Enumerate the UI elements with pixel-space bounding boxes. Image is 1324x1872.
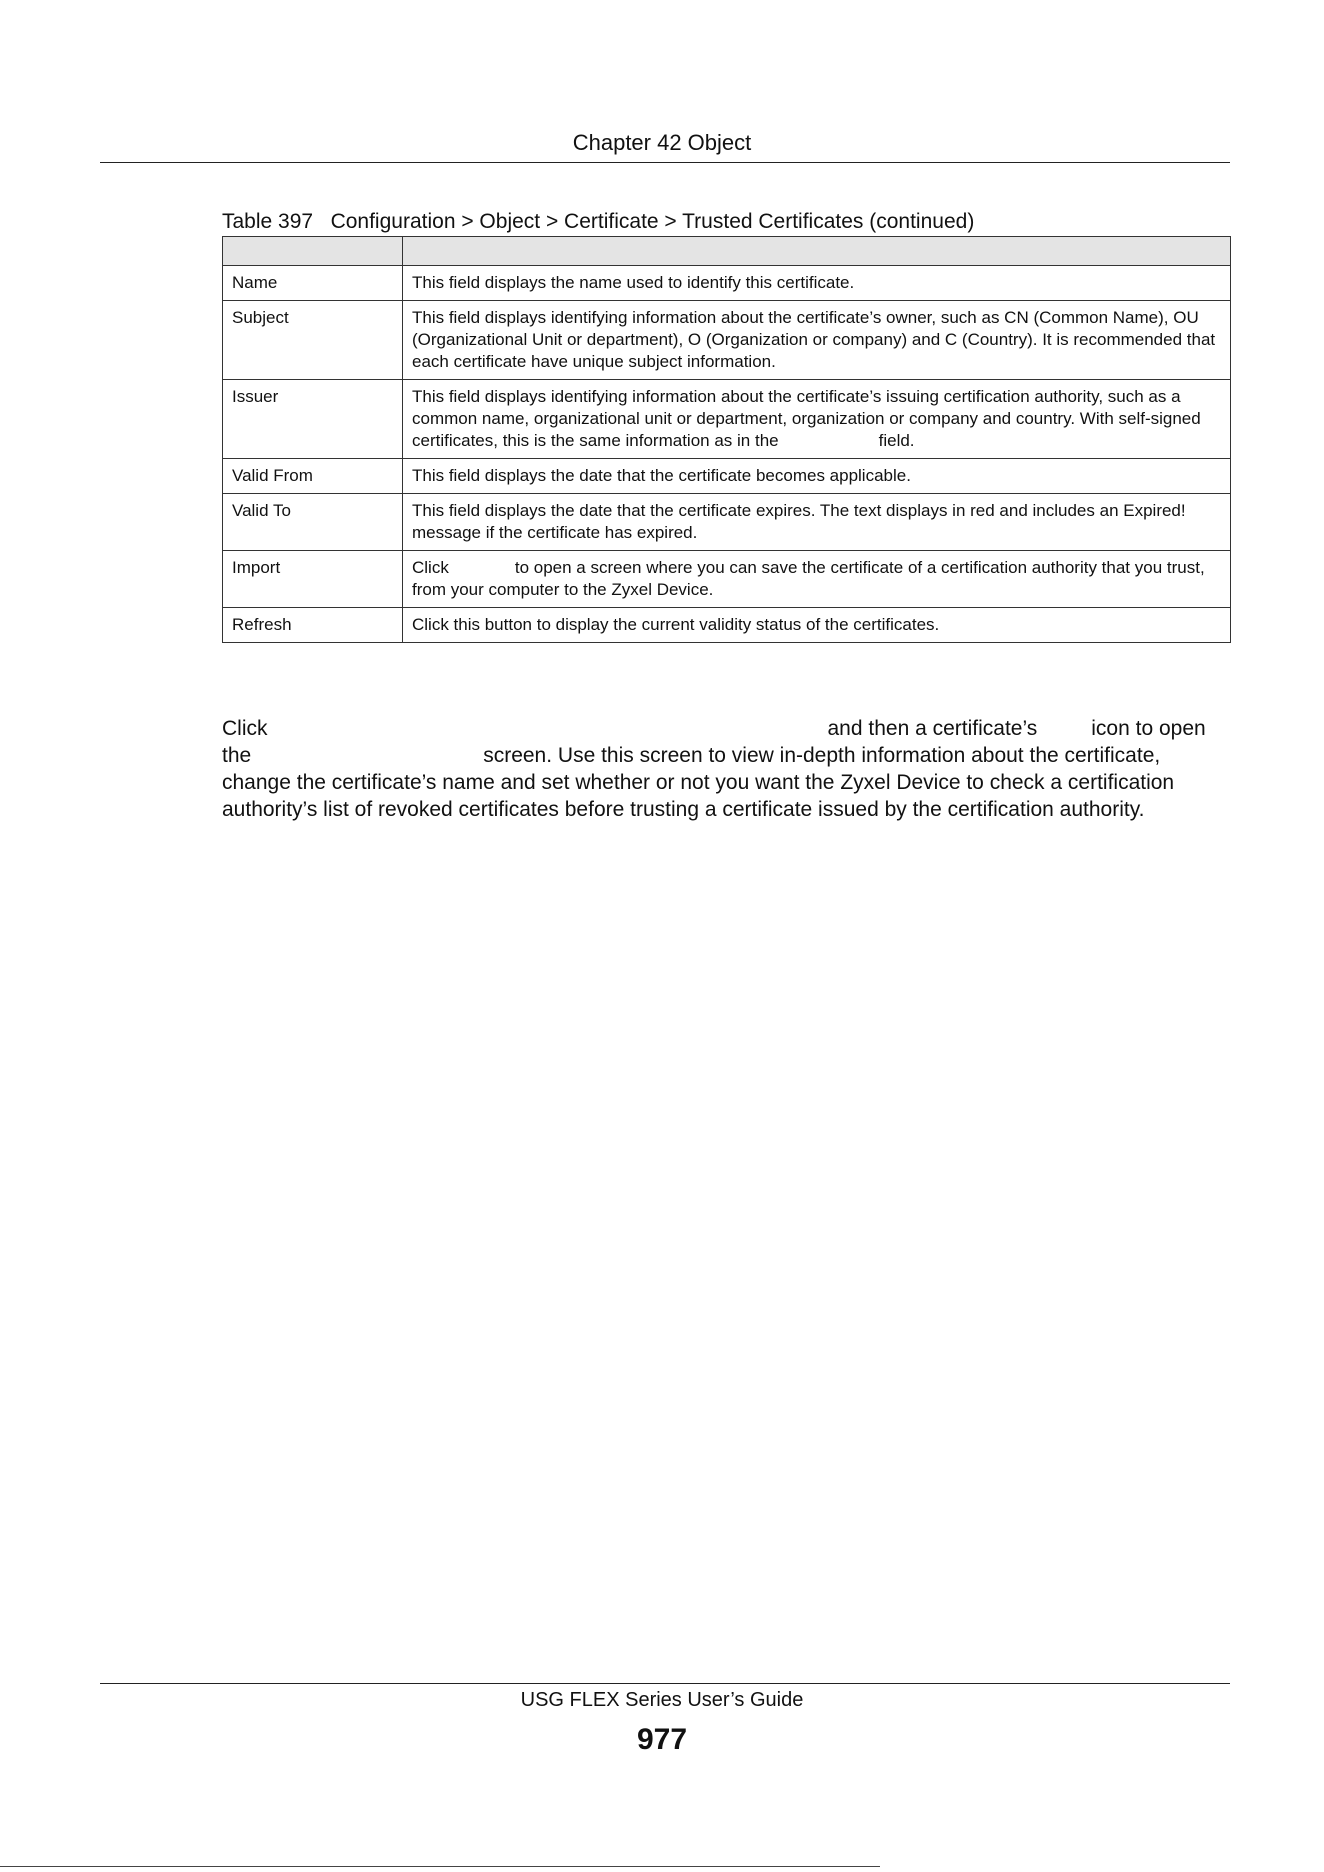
row-description-import: [403, 551, 1231, 608]
row-label-subject: Subject: [223, 301, 403, 380]
table-row: [223, 380, 1231, 459]
table-caption: Table 397 Configuration > Object > Certificate > Trusted Certificates (continued): [222, 210, 975, 233]
table-row: [223, 551, 1231, 608]
bottom-edge-line: [0, 1866, 880, 1867]
row-description-issuer: [403, 380, 1231, 459]
table-row: [223, 608, 1231, 643]
issuer-description-text: This field displays identifying information about the certificate’s issuing certification authority, such as a common name, organizational unit or department, organization or company and country. With self-signed certificates, this is the same information as in the: [412, 387, 1201, 450]
footer-rule: [100, 1683, 1230, 1684]
guide-title: USG FLEX Series User’s Guide: [520, 1689, 804, 1711]
row-label-name: Name: [223, 266, 403, 301]
table-row: [223, 266, 1231, 301]
import-description-start: Click: [412, 558, 449, 577]
table-row: [223, 494, 1231, 551]
import-description-text: to open a screen where you can save the certificate of a certification authority that you trust, from your computer to the Zyxel Device.: [412, 558, 1205, 599]
paragraph-part-2: and then a certificate’s: [827, 717, 1038, 740]
trusted-certificates-table: [222, 236, 1231, 643]
paragraph-part-5: screen. Use this screen to view in-depth information about the certificate, change the certificate’s name and set whether or not you want the Zyxel Device to check a certification authority’s list of revoked certificates before trusting a certificate issued by the certification authority.: [222, 744, 1175, 821]
body-paragraph: [222, 715, 1232, 823]
row-label-refresh: Refresh: [223, 608, 403, 643]
chapter-title: Chapter 42 Object: [572, 130, 752, 155]
row-description-refresh: Click this button to display the current validity status of the certificates.: [403, 608, 1231, 643]
paragraph-part-1: Click: [222, 717, 268, 740]
issuer-description-end: field.: [878, 431, 915, 450]
row-description-valid-to: This field displays the date that the certificate expires. The text displays in red and includes an Expired! message if the certificate has expired.: [403, 494, 1231, 551]
row-label-import: Import: [223, 551, 403, 608]
page-number: 977: [636, 1723, 688, 1756]
row-description-name: This field displays the name used to identify this certificate.: [403, 266, 1231, 301]
header-rule: [100, 162, 1230, 163]
paragraph-part-4: the: [222, 744, 252, 767]
paragraph-part-3: icon to open: [1091, 717, 1206, 740]
table-row: [223, 459, 1231, 494]
row-label-valid-from: Valid From: [223, 459, 403, 494]
row-label-valid-to: Valid To: [223, 494, 403, 551]
table-row: [223, 301, 1231, 380]
table-header-description: [403, 237, 1231, 266]
row-description-subject: This field displays identifying information about the certificate’s owner, such as CN (Common Name), OU (Organizational Unit or department), O (Organization or company) and C (Country). It is recommended that each certificate have unique subject information.: [403, 301, 1231, 380]
table-header-label: [223, 237, 403, 266]
table-header-row: [223, 237, 1231, 266]
row-label-issuer: Issuer: [223, 380, 403, 459]
row-description-valid-from: This field displays the date that the certificate becomes applicable.: [403, 459, 1231, 494]
